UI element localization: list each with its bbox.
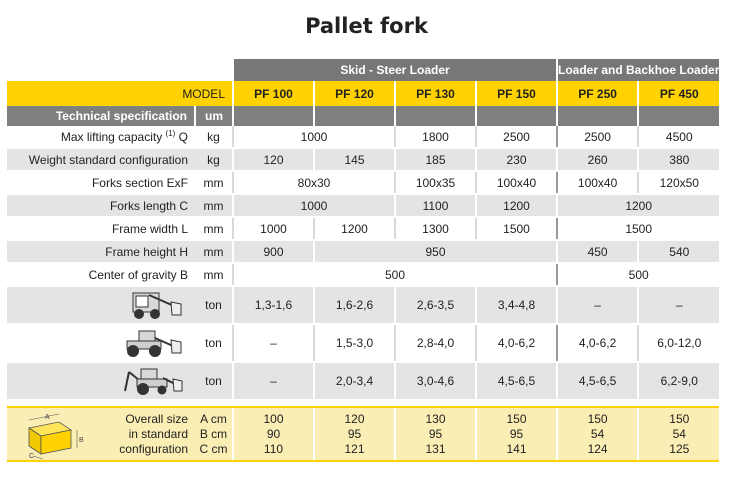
row-unit: kg xyxy=(195,126,233,148)
cell: 2500 xyxy=(476,126,557,148)
cell: 3,4-4,8 xyxy=(476,286,557,324)
cell: 1500 xyxy=(476,217,557,240)
cell: – xyxy=(557,286,638,324)
cell: 450 xyxy=(557,240,638,263)
model-pf100: PF 100 xyxy=(233,81,314,106)
cell: 80x30 xyxy=(233,171,395,194)
svg-text:A: A xyxy=(45,414,50,421)
cell: 950 xyxy=(314,240,557,263)
overall-size-cell: 120 95 121 xyxy=(314,407,395,461)
cell: 4500 xyxy=(638,126,719,148)
model-pf130: PF 130 xyxy=(395,81,476,106)
row-label: Forks section ExF xyxy=(7,171,195,194)
cell: 120x50 xyxy=(638,171,719,194)
cell: 2,6-3,5 xyxy=(395,286,476,324)
model-pf250: PF 250 xyxy=(557,81,638,106)
row-unit: mm xyxy=(195,263,233,286)
cell: 1,5-3,0 xyxy=(314,324,395,362)
svg-text:C: C xyxy=(29,453,35,460)
cell: – xyxy=(233,362,314,400)
cell: 260 xyxy=(557,148,638,171)
cell: 1200 xyxy=(476,194,557,217)
cell: 500 xyxy=(557,263,719,286)
row-unit: kg xyxy=(195,148,233,171)
model-pf120: PF 120 xyxy=(314,81,395,106)
row-wheel-loader xyxy=(7,324,719,362)
cell: 2500 xyxy=(557,126,638,148)
cell: 2,8-4,0 xyxy=(395,324,476,362)
row-forks-section xyxy=(7,171,719,194)
row-unit: mm xyxy=(195,171,233,194)
cell: 1000 xyxy=(233,194,395,217)
row-unit: ton xyxy=(195,362,233,400)
row-frame-height xyxy=(7,240,719,263)
cell: 1,3-1,6 xyxy=(233,286,314,324)
tech-spec-header xyxy=(7,106,719,126)
overall-size-cell: 150 95 141 xyxy=(476,407,557,461)
row-forks-length xyxy=(7,194,719,217)
cell: 100x40 xyxy=(557,171,638,194)
cell: – xyxy=(233,324,314,362)
wheel-loader-icon xyxy=(7,324,195,362)
cell: 1800 xyxy=(395,126,476,148)
cell: 6,2-9,0 xyxy=(638,362,719,400)
row-label: Forks length C xyxy=(7,194,195,217)
cell: – xyxy=(638,286,719,324)
row-label: Frame height H xyxy=(7,240,195,263)
row-label: Max lifting capacity $^{(1)}$ Q xyxy=(7,126,195,148)
cell: 540 xyxy=(638,240,719,263)
cell: 1200 xyxy=(314,217,395,240)
model-label: MODEL xyxy=(7,81,233,106)
backhoe-loader-icon xyxy=(7,362,195,400)
cell: 380 xyxy=(638,148,719,171)
cell: 1500 xyxy=(557,217,719,240)
row-backhoe-loader xyxy=(7,362,719,400)
cell: 4,5-6,5 xyxy=(557,362,638,400)
row-label: Center of gravity B xyxy=(7,263,195,286)
skid-steer-loader-icon xyxy=(7,286,195,324)
cell: 3,0-4,6 xyxy=(395,362,476,400)
cell: 6,0-12,0 xyxy=(638,324,719,362)
model-row xyxy=(7,81,719,106)
overall-size-cell: 130 95 131 xyxy=(395,407,476,461)
overall-size-units: A cm B cm C cm xyxy=(195,407,233,461)
cell: 1300 xyxy=(395,217,476,240)
overall-size-label: Overall size in standard configuration xyxy=(119,411,188,456)
cell: 1100 xyxy=(395,194,476,217)
row-unit: mm xyxy=(195,194,233,217)
row-unit: ton xyxy=(195,286,233,324)
cell: 100x40 xyxy=(476,171,557,194)
cell: 120 xyxy=(233,148,314,171)
cell: 4,0-6,2 xyxy=(557,324,638,362)
cell: 1000 xyxy=(233,126,395,148)
cell: 100x35 xyxy=(395,171,476,194)
row-frame-width xyxy=(7,217,719,240)
tech-spec-label: Technical specification xyxy=(7,106,195,126)
row-unit: mm xyxy=(195,240,233,263)
model-pf450: PF 450 xyxy=(638,81,719,106)
row-center-of-gravity xyxy=(7,263,719,286)
cell: 2,0-3,4 xyxy=(314,362,395,400)
row-weight xyxy=(7,148,719,171)
page-title: Pallet fork xyxy=(305,14,428,38)
overall-size-cell: 150 54 125 xyxy=(638,407,719,461)
cell: 500 xyxy=(233,263,557,286)
row-label: Weight standard configuration xyxy=(7,148,195,171)
cell: 1200 xyxy=(557,194,719,217)
cell: 1,6-2,6 xyxy=(314,286,395,324)
overall-size-label-cell xyxy=(7,407,195,461)
box-dimensions-icon xyxy=(19,412,85,460)
row-max-lifting xyxy=(7,126,719,148)
row-unit: ton xyxy=(195,324,233,362)
spec-table xyxy=(7,59,719,462)
svg-text:B: B xyxy=(79,437,84,444)
row-overall-size xyxy=(7,407,719,461)
row-label: Frame width L xyxy=(7,217,195,240)
cell: 185 xyxy=(395,148,476,171)
cell: 145 xyxy=(314,148,395,171)
group-skid-steer: Skid - Steer Loader xyxy=(233,59,557,81)
cell: 4,5-6,5 xyxy=(476,362,557,400)
cell: 4,0-6,2 xyxy=(476,324,557,362)
unit-header: um xyxy=(195,106,233,126)
cell: 900 xyxy=(233,240,314,263)
cell: 1000 xyxy=(233,217,314,240)
model-pf150: PF 150 xyxy=(476,81,557,106)
group-loader-backhoe: Loader and Backhoe Loader xyxy=(557,59,719,81)
row-unit: mm xyxy=(195,217,233,240)
row-skid-steer xyxy=(7,286,719,324)
overall-size-cell: 100 90 110 xyxy=(233,407,314,461)
overall-size-cell: 150 54 124 xyxy=(557,407,638,461)
cell: 230 xyxy=(476,148,557,171)
